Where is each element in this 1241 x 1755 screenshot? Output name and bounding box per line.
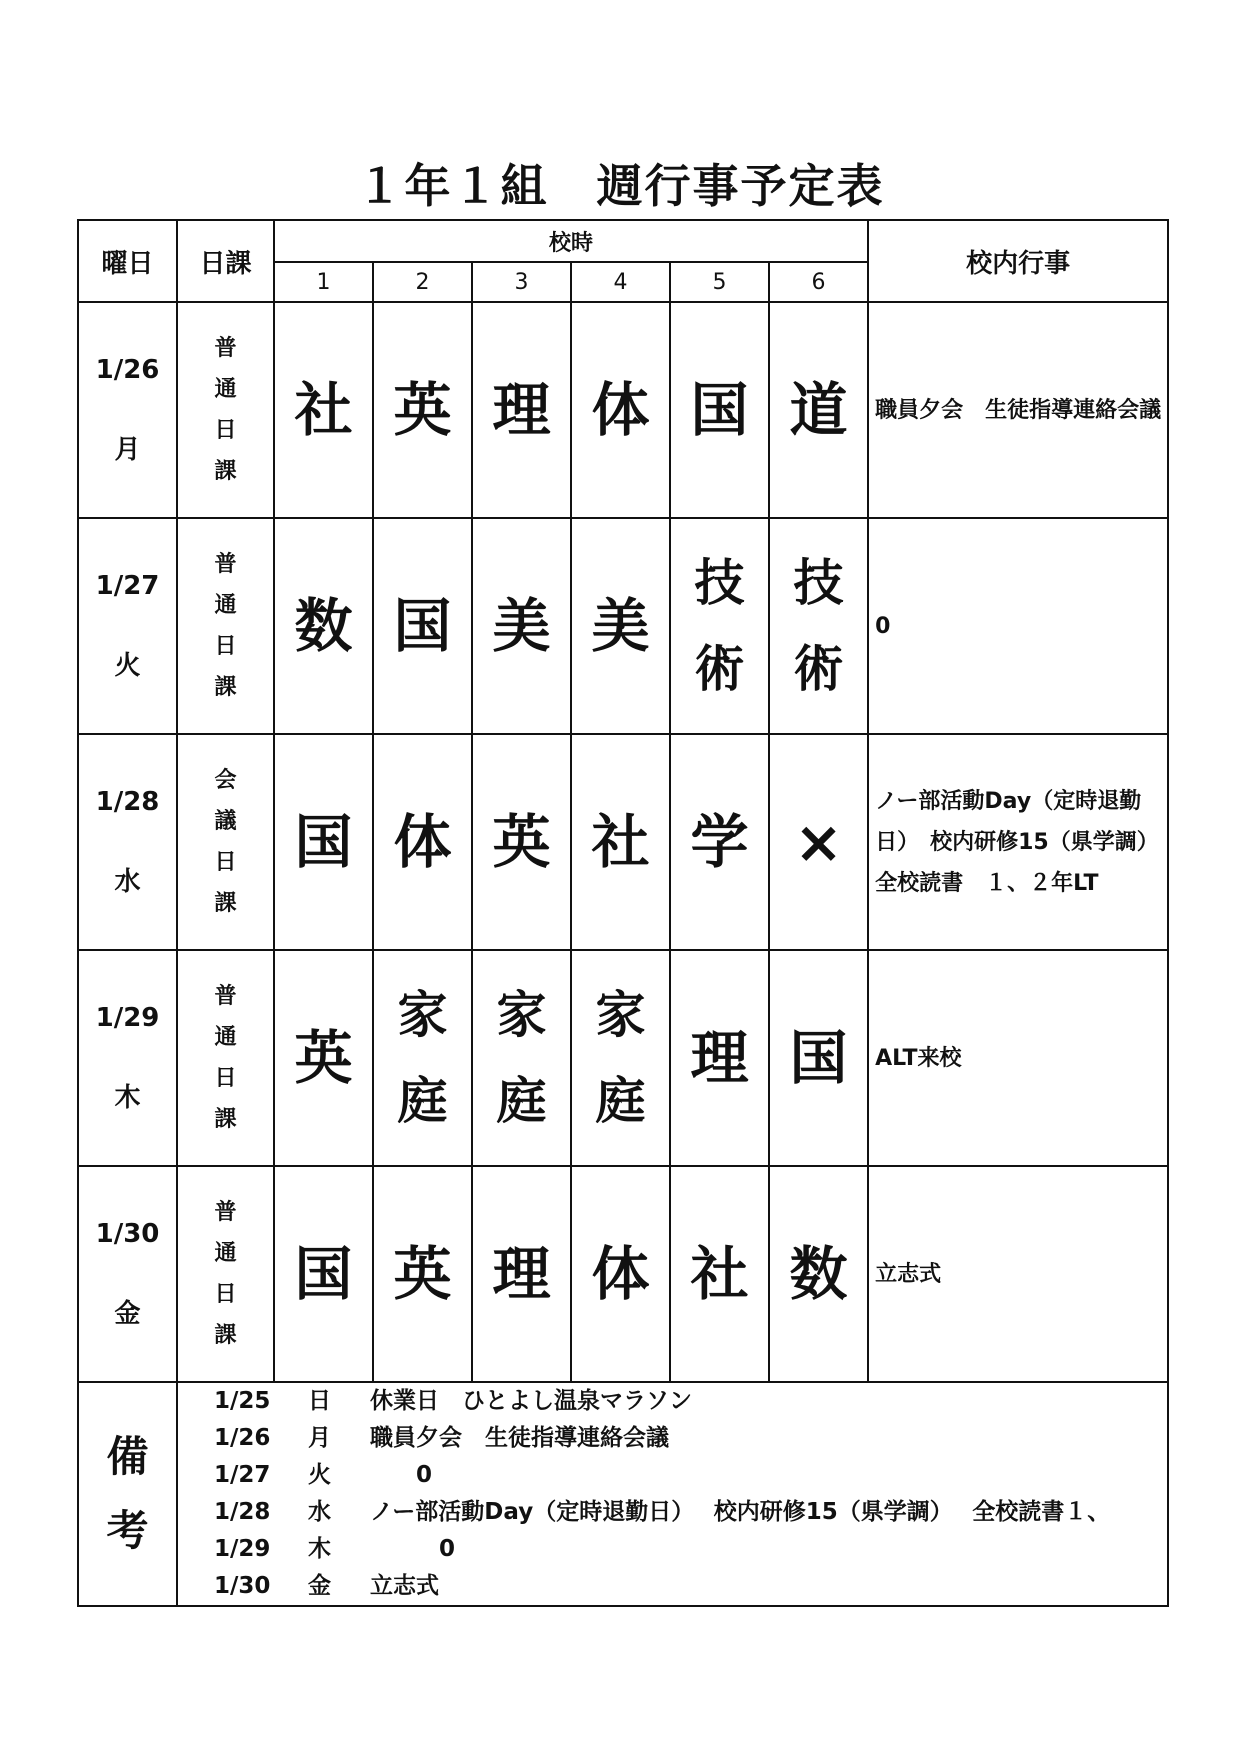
subject-char: 国	[789, 1024, 848, 1092]
schedule-type-char: 課	[214, 1323, 237, 1348]
period-subject-cell	[571, 302, 670, 518]
period-subject-cell	[274, 734, 373, 950]
date-label: 1/27	[95, 571, 160, 601]
note-text: 0	[370, 1462, 433, 1488]
schedule-type-cell	[177, 518, 274, 734]
subject-char: ×	[794, 808, 843, 876]
note-line	[178, 1568, 1167, 1605]
note-weekday: 火	[308, 1462, 331, 1488]
period-subject-cell	[769, 734, 868, 950]
period-subject-cell	[769, 1166, 868, 1382]
period-number: 2	[373, 262, 472, 302]
note-line	[178, 1531, 1167, 1568]
schedule-type-char: 日	[214, 418, 237, 443]
subject-char: 庭	[496, 1072, 547, 1130]
day-cell	[78, 518, 177, 734]
weekday-label: 木	[114, 1083, 141, 1113]
period-subject-cell	[472, 734, 571, 950]
schedule-type-char: 普	[214, 336, 237, 361]
subject-char: 英	[492, 808, 551, 876]
period-subject-cell	[571, 734, 670, 950]
subject-char: 庭	[595, 1072, 646, 1130]
date-label: 1/29	[95, 1003, 160, 1033]
schedule-type-char: 普	[214, 984, 237, 1009]
period-subject-cell	[472, 1166, 571, 1382]
period-subject-cell	[274, 950, 373, 1166]
subject-char: 社	[591, 808, 650, 876]
date-label: 1/30	[95, 1219, 160, 1249]
subject-char: 術	[694, 640, 745, 698]
period-subject-cell	[769, 518, 868, 734]
day-header: 曜日	[78, 220, 177, 302]
period-subject-cell	[373, 302, 472, 518]
period-number: 5	[670, 262, 769, 302]
school-event-cell: 職員夕会 生徒指導連絡会議	[868, 302, 1168, 518]
note-line	[178, 1383, 1167, 1420]
schedule-type-cell	[177, 734, 274, 950]
subject-char: 学	[690, 808, 749, 876]
subject-char: 美	[591, 592, 650, 660]
note-weekday: 金	[308, 1573, 331, 1599]
schedule-type-cell	[177, 1166, 274, 1382]
subject-char: 体	[591, 376, 650, 444]
subject-char: 技	[793, 554, 844, 612]
subject-char: 体	[591, 1240, 650, 1308]
subject-char: 家	[496, 986, 547, 1044]
subject-char: 道	[789, 376, 848, 444]
note-text: 立志式	[370, 1573, 439, 1599]
note-text: 0	[370, 1536, 456, 1562]
school-event-cell: 立志式	[868, 1166, 1168, 1382]
period-subject-cell	[274, 518, 373, 734]
subject-char: 英	[294, 1024, 353, 1092]
schedule-type-char: 通	[214, 377, 237, 402]
schedule-type-cell	[177, 302, 274, 518]
kind-header: 日課	[177, 220, 274, 302]
note-date: 1/27	[214, 1462, 271, 1488]
schedule-type-char: 議	[214, 809, 237, 834]
period-subject-cell	[472, 518, 571, 734]
subject-char: 国	[294, 1240, 353, 1308]
note-weekday: 日	[308, 1388, 331, 1414]
subject-char: 術	[793, 640, 844, 698]
note-date: 1/29	[214, 1536, 271, 1562]
notes-label	[78, 1382, 177, 1606]
period-subject-cell	[769, 302, 868, 518]
schedule-type-cell	[177, 950, 274, 1166]
period-subject-cell	[274, 302, 373, 518]
day-cell	[78, 734, 177, 950]
subject-char: 国	[690, 376, 749, 444]
schedule-type-char: 日	[214, 634, 237, 659]
period-subject-cell	[373, 518, 472, 734]
schedule-type-char: 通	[214, 1025, 237, 1050]
schedule-type-char: 日	[214, 1066, 237, 1091]
subject-char: 理	[492, 376, 551, 444]
period-subject-cell	[472, 302, 571, 518]
notes-row	[78, 1382, 1168, 1606]
period-subject-cell	[670, 950, 769, 1166]
note-text: 職員夕会 生徒指導連絡会議	[370, 1425, 669, 1451]
weekday-label: 月	[114, 435, 141, 465]
schedule-type-char: 普	[214, 1200, 237, 1225]
note-date: 1/25	[214, 1388, 271, 1414]
schedule-type-char: 課	[214, 675, 237, 700]
school-event-cell: ALT来校	[868, 950, 1168, 1166]
day-row	[78, 950, 1168, 1166]
subject-char: 社	[690, 1240, 749, 1308]
date-label: 1/26	[95, 355, 160, 385]
note-text: ノー部活動Day（定時退勤日） 校内研修15（県学調） 全校読書１、	[370, 1499, 1111, 1525]
schedule-type-char: 日	[214, 1282, 237, 1307]
subject-char: 英	[393, 376, 452, 444]
period-subject-cell	[373, 950, 472, 1166]
schedule-type-char: 日	[214, 850, 237, 875]
subject-char: 体	[393, 808, 452, 876]
subject-char: 数	[789, 1240, 848, 1308]
subject-char: 家	[595, 986, 646, 1044]
day-row	[78, 518, 1168, 734]
period-subject-cell	[670, 734, 769, 950]
weekday-label: 火	[114, 651, 141, 681]
subject-char: 国	[393, 592, 452, 660]
note-weekday: 月	[308, 1425, 331, 1451]
period-subject-cell	[274, 1166, 373, 1382]
note-line	[178, 1457, 1167, 1494]
periods-header: 校時	[274, 220, 868, 262]
note-line	[178, 1420, 1167, 1457]
school-event-cell: 0	[868, 518, 1168, 734]
period-number: 3	[472, 262, 571, 302]
schedule-type-char: 通	[214, 593, 237, 618]
schedule-type-char: 課	[214, 891, 237, 916]
period-subject-cell	[670, 1166, 769, 1382]
notes-content	[177, 1382, 1168, 1606]
schedule-table	[77, 219, 1169, 1607]
subject-char: 技	[694, 554, 745, 612]
day-cell	[78, 950, 177, 1166]
day-cell	[78, 1166, 177, 1382]
period-subject-cell	[373, 1166, 472, 1382]
notes-label-char: 考	[106, 1506, 149, 1555]
period-subject-cell	[670, 302, 769, 518]
note-line	[178, 1494, 1167, 1531]
school-event-cell: ノー部活動Day（定時退勤日） 校内研修15（県学調） 全校読書 １、２年LT	[868, 734, 1168, 950]
day-row	[78, 734, 1168, 950]
schedule-type-char: 普	[214, 552, 237, 577]
weekday-label: 金	[114, 1299, 141, 1329]
schedule-type-char: 課	[214, 1107, 237, 1132]
subject-char: 英	[393, 1240, 452, 1308]
period-subject-cell	[670, 518, 769, 734]
subject-char: 国	[294, 808, 353, 876]
note-date: 1/28	[214, 1499, 271, 1525]
subject-char: 庭	[397, 1072, 448, 1130]
subject-char: 理	[690, 1024, 749, 1092]
note-date: 1/26	[214, 1425, 271, 1451]
period-subject-cell	[769, 950, 868, 1166]
note-text: 休業日 ひとよし温泉マラソン	[370, 1388, 692, 1414]
period-number: 1	[274, 262, 373, 302]
notes-label-char: 備	[106, 1432, 149, 1481]
page-title: １年１組 週行事予定表	[356, 159, 885, 213]
period-subject-cell	[571, 518, 670, 734]
subject-char: 家	[397, 986, 448, 1044]
weekday-label: 水	[114, 867, 141, 897]
period-subject-cell	[373, 734, 472, 950]
note-date: 1/30	[214, 1573, 271, 1599]
subject-char: 社	[294, 376, 353, 444]
schedule-type-char: 通	[214, 1241, 237, 1266]
period-subject-cell	[571, 950, 670, 1166]
subject-char: 理	[492, 1240, 551, 1308]
period-subject-cell	[571, 1166, 670, 1382]
schedule-type-char: 会	[214, 768, 237, 793]
events-header: 校内行事	[868, 220, 1168, 302]
subject-char: 数	[294, 592, 353, 660]
note-weekday: 木	[308, 1536, 331, 1562]
subject-char: 美	[492, 592, 551, 660]
day-cell	[78, 302, 177, 518]
period-number: 4	[571, 262, 670, 302]
date-label: 1/28	[95, 787, 160, 817]
period-subject-cell	[472, 950, 571, 1166]
schedule-type-char: 課	[214, 459, 237, 484]
period-number: 6	[769, 262, 868, 302]
note-weekday: 水	[308, 1499, 331, 1525]
day-row	[78, 302, 1168, 518]
day-row	[78, 1166, 1168, 1382]
